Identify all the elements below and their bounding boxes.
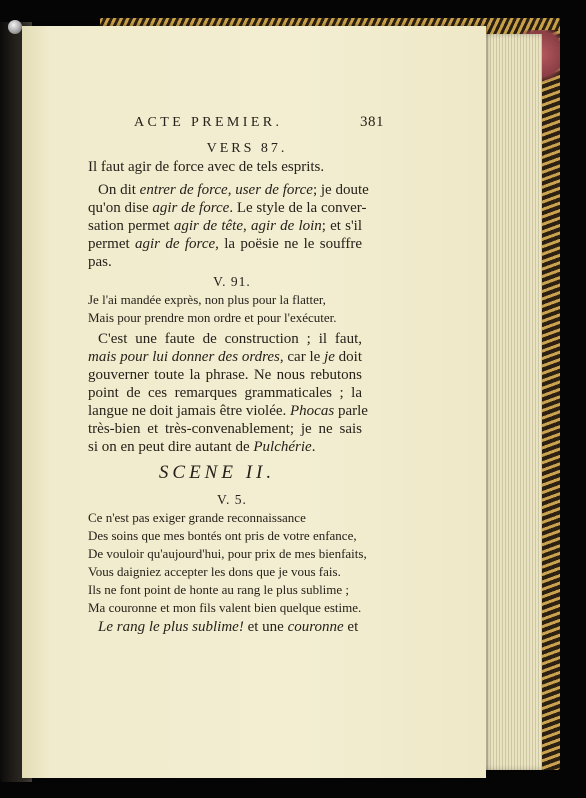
quote-5-line: Ma couronne et mon fils valent bien quelque estime.	[88, 600, 362, 615]
quote-5-line: De vouloir qu'aujourd'hui, pour prix de mes bienfaits,	[88, 546, 367, 561]
verse-ref-5: V. 5.	[217, 492, 247, 507]
italic-term: agir de loin	[250, 218, 322, 234]
comment-1-line: pas.	[88, 254, 112, 270]
comment-2-line: si on en peut dire autant de Pulchérie.	[88, 439, 316, 455]
italic-term: Pulchérie	[253, 439, 312, 455]
quote-5-line: Ils ne font point de honte au rang le plus sublime ;	[88, 582, 350, 597]
verse-ref-87: VERS 87.	[206, 141, 288, 156]
comment-2-line: gouverner toute la phrase. Ne nous rebutons	[88, 367, 362, 383]
italic-term: je	[324, 349, 335, 365]
quote-87: Il faut agir de force avec de tels esprits.	[88, 159, 325, 175]
italic-term: agir de force	[135, 236, 216, 252]
quote-5-line: Vous daigniez accepter les dons que je vous fais.	[88, 564, 341, 579]
comment-1-line: sation permet agir de tête, agir de loin; et s'il	[88, 218, 363, 234]
gilt-edge-right	[540, 30, 560, 770]
comment-1-line: qu'on dise agir de force. Le style de la conver-	[88, 200, 367, 216]
quote-5-line: Des soins que mes bontés ont pris de votre enfance,	[88, 528, 357, 543]
comment-2-line: très-bien et très-convenablement; je ne sais	[88, 421, 362, 437]
running-head-title: ACTE PREMIER.	[134, 115, 283, 130]
comment-1-line: permet agir de force, la poësie ne le souffre	[88, 236, 362, 252]
quote-91-line: Je l'ai mandée exprès, non plus pour la flatter,	[88, 292, 326, 307]
page-number: 381	[360, 114, 384, 130]
italic-term: Phocas	[290, 403, 335, 419]
pin-head	[8, 20, 22, 34]
quote-5-line: Ce n'est pas exiger grande reconnaissance	[88, 510, 306, 525]
italic-term: agir de tête	[173, 218, 243, 234]
book-page	[22, 26, 486, 778]
comment-2-line: C'est une faute de construction ; il faut,	[98, 331, 362, 347]
comment-1-line: On dit entrer de force, user de force; je doute	[98, 182, 369, 198]
italic-term: user de force	[235, 182, 313, 198]
quote-91-line: Mais pour prendre mon ordre et pour l'exécuter.	[88, 310, 337, 325]
italic-term: agir de force	[152, 200, 230, 216]
verse-ref-91: V. 91.	[213, 274, 251, 289]
italic-term: entrer de force	[139, 182, 228, 198]
italic-term: mais pour lui donner des ordres	[88, 349, 280, 365]
italic-term: couronne	[287, 619, 344, 635]
comment-2-line: langue ne doit jamais être violée. Phocas parle	[88, 403, 368, 419]
comment-2-line: point de ces remarques grammaticales ; la	[88, 385, 362, 401]
scene-heading: SCENE II.	[158, 462, 276, 483]
comment-2-line: mais pour lui donner des ordres, car le je doit	[88, 349, 363, 365]
running-head	[134, 114, 384, 131]
comment-3-start: Le rang le plus sublime! et une couronne et	[98, 619, 359, 635]
italic-term: Le rang le plus sublime!	[98, 619, 244, 635]
